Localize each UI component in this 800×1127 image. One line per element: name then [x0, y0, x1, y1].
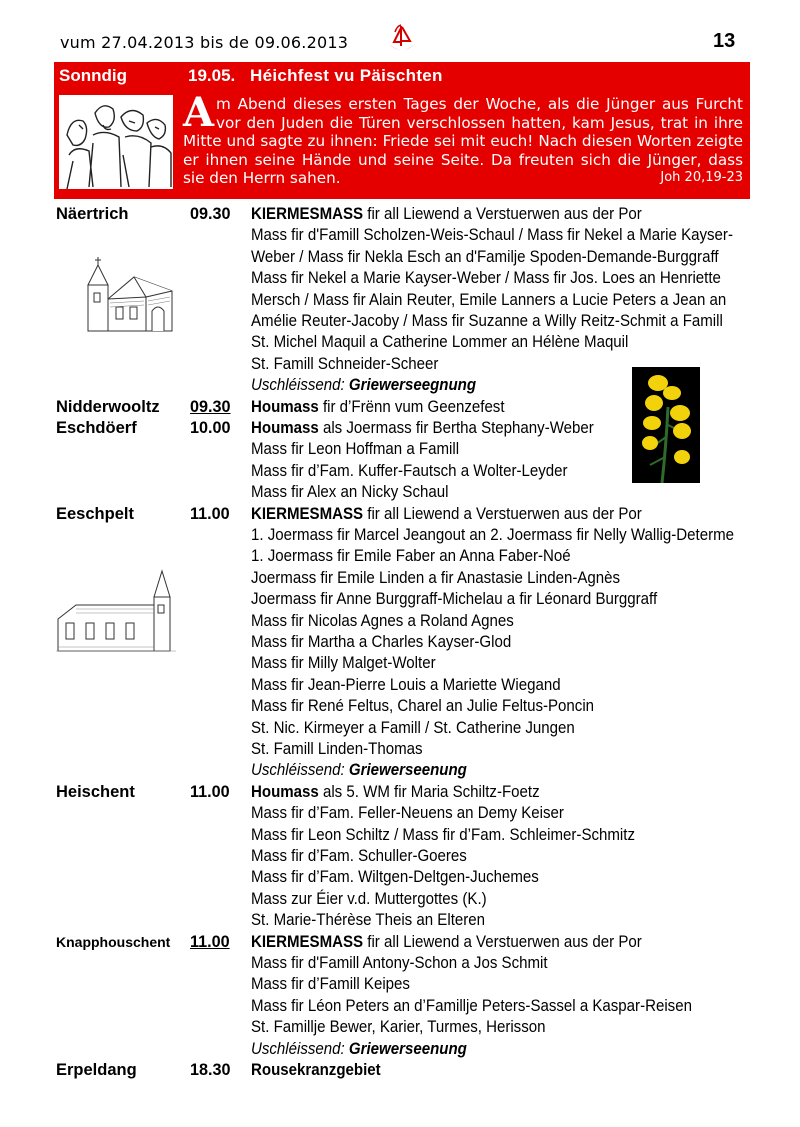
mass-intention	[251, 974, 410, 995]
location-name: Näertrich	[56, 205, 129, 223]
intention-text: Mass fir Léon Peters an d’Famillje Peters-Sassel a Kaspar-Reisen	[251, 996, 692, 1015]
intention-text: Mass fir Nicolas Agnes a Roland Agnes	[251, 611, 514, 630]
gospel-body: m Abend dieses ersten Tages der Woche, als die Jünger aus Furcht vor den Juden die Türen verschlossen hatten, kam Jesus, trat in ihre Mitte und sagte zu ihnen: Friede sei mit euch! Nach diesen Worten zeigte er ihnen seine Hände und seine Seite. Da freuten sich die Jünger, dass sie den Herrn sahen.	[183, 95, 743, 187]
gospel-reference: Joh 20,19-23	[660, 170, 743, 185]
mass-intention	[251, 932, 642, 953]
location-name: Nidderwooltz	[56, 397, 160, 416]
feast-title: Héichfest vu Päischten	[250, 66, 443, 85]
schedule-row	[0, 397, 800, 418]
schedule-row	[0, 439, 800, 460]
schedule-row	[0, 932, 800, 953]
mass-intention	[251, 953, 548, 974]
schedule-row	[0, 418, 800, 439]
mass-intention	[251, 418, 594, 439]
schedule-row	[0, 996, 800, 1017]
location-name: Knapphouschent	[56, 933, 171, 950]
drop-cap: A	[183, 89, 215, 136]
mass-intention	[251, 803, 564, 824]
intention-text: als 5. WM fir Maria Schiltz-Foetz	[318, 782, 540, 801]
parish-logo-icon	[385, 22, 419, 56]
intention-text: St. Famill Linden-Thomas	[251, 740, 423, 758]
mass-intention	[251, 632, 511, 653]
intention-text: Mass fir d'Famill Scholzen-Weis-Schaul / Mass fir Nekel a Marie Kayser-	[251, 226, 733, 245]
intention-text: Mass fir Milly Malget-Wolter	[251, 654, 436, 673]
schedule-row	[0, 268, 800, 289]
mass-intention	[251, 568, 620, 589]
schedule-row	[0, 1060, 800, 1081]
mass-intention	[251, 889, 487, 910]
schedule-row	[0, 867, 800, 888]
intention-text: Mersch / Mass fir Alain Reuter, Emile Lanners a Lucie Peters a Jean an	[251, 290, 727, 309]
schedule-row	[0, 332, 800, 353]
service-type: KIERMESMASS	[251, 504, 364, 523]
schedule-row	[0, 568, 800, 589]
mass-intention	[251, 247, 719, 268]
intention-text: Mass fir Jean-Pierre Louis a Mariette Wiegand	[251, 675, 561, 694]
intention-text: Mass fir René Feltus, Charel an Julie Feltus-Poncin	[251, 697, 595, 716]
intention-text: St. Marie-Thérèse Theis an Elteren	[251, 911, 486, 930]
followed-by-label: Uschléissend:	[251, 376, 349, 395]
mass-intention	[251, 1039, 467, 1060]
schedule-row	[0, 953, 800, 974]
intention-text: Amélie Reuter-Jacoby / Mass fir Suzanne a Willy Reitz-Schmit a Famill	[251, 312, 723, 330]
blessing-name: Griewerseenung	[348, 1039, 467, 1058]
intention-text: Mass fir Leon Hoffman a Famill	[251, 440, 460, 459]
intention-text: Mass fir d’Fam. Kuffer-Fautsch a Wolter-Leyder	[251, 461, 568, 480]
mass-intention	[251, 397, 505, 418]
mass-intention	[251, 611, 514, 632]
blessing-name: Griewerseenung	[348, 761, 467, 780]
feast-date: 19.05.	[188, 66, 236, 85]
mass-intention	[251, 867, 539, 888]
intention-text: 1. Joermass fir Marcel Jeangout an 2. Joermass fir Nelly Wallig-Determe	[251, 526, 735, 544]
service-type: Houmass	[251, 397, 319, 416]
intention-text: Mass fir Alex an Nicky Schaul	[251, 483, 449, 502]
mass-intention	[251, 375, 476, 396]
mass-time: 11.00	[190, 782, 230, 801]
schedule-row	[0, 739, 800, 760]
date-range: vum 27.04.2013 bis de 09.06.2013	[60, 33, 349, 52]
schedule-row	[0, 974, 800, 995]
mass-time: 10.00	[190, 419, 231, 437]
schedule-row	[0, 910, 800, 931]
mass-intention	[251, 439, 459, 460]
mass-intention	[251, 204, 642, 225]
service-type: Houmass	[251, 782, 319, 801]
mass-intention	[251, 332, 628, 353]
mass-intention	[251, 996, 692, 1017]
mass-intention	[251, 482, 448, 503]
schedule-row	[0, 718, 800, 739]
intention-text: fir all Liewend a Verstuerwen aus der Por	[363, 504, 642, 523]
intention-text: St. Michel Maquil a Catherine Lommer an Hélène Maquil	[251, 333, 629, 352]
intention-text: Mass fir d’Famill Keipes	[251, 975, 410, 994]
intention-text: Mass fir d’Fam. Feller-Neuens an Demy Keiser	[251, 804, 564, 823]
blessing-name: Griewerseegnung	[348, 376, 477, 395]
mass-intention	[251, 782, 540, 803]
schedule-row	[0, 782, 800, 803]
mass-time: 11.00	[190, 504, 230, 523]
intention-text: fir all Liewend a Verstuerwen aus der Por	[363, 205, 642, 223]
intention-text: Mass fir d’Fam. Schuller-Goeres	[251, 847, 467, 865]
mass-intention	[251, 546, 571, 567]
apostles-illustration	[59, 95, 173, 189]
schedule-row	[0, 825, 800, 846]
intention-text: Joermass fir Emile Linden a fir Anastasie Linden-Agnès	[251, 568, 621, 587]
mass-intention	[251, 760, 467, 781]
mass-intention	[251, 1060, 381, 1081]
intention-text: Joermass fir Anne Burggraff-Michelau a fir Léonard Burggraff	[251, 590, 658, 609]
intention-text: Mass fir Leon Schiltz / Mass fir d’Fam. Schleimer-Schmitz	[251, 825, 635, 844]
mass-time: 09.30	[190, 205, 231, 223]
followed-by-label: Uschléissend:	[251, 761, 349, 780]
schedule-row	[0, 354, 800, 375]
mass-intention	[251, 696, 594, 717]
feast-day: Sonndig	[59, 66, 127, 85]
schedule-row	[0, 1039, 800, 1060]
location-name: Eschdöerf	[56, 419, 137, 437]
intention-text: Mass fir d’Fam. Wiltgen-Deltgen-Juchemes	[251, 868, 539, 887]
mass-intention	[251, 225, 733, 246]
gospel-text	[183, 89, 743, 188]
schedule-row	[0, 290, 800, 311]
feast-banner	[54, 62, 750, 199]
location-name: Eeschpelt	[56, 504, 134, 523]
intention-text: fir d’Frënn vum Geenzefest	[318, 397, 505, 416]
schedule-row	[0, 225, 800, 246]
location-name: Erpeldang	[56, 1061, 137, 1079]
followed-by-label: Uschléissend:	[251, 1039, 349, 1058]
schedule-row	[0, 889, 800, 910]
mass-intention	[251, 1017, 545, 1038]
schedule-row	[0, 1017, 800, 1038]
intention-text: Mass zur Éier v.d. Muttergottes (K.)	[251, 889, 487, 908]
schedule-row	[0, 760, 800, 781]
schedule-row	[0, 632, 800, 653]
mass-intention	[251, 354, 438, 375]
mass-time: 11.00	[190, 932, 230, 951]
schedule-row	[0, 461, 800, 482]
mass-intention	[251, 718, 575, 739]
schedule-row	[0, 546, 800, 567]
schedule-row	[0, 653, 800, 674]
mass-intention	[251, 653, 436, 674]
intention-text: Weber / Mass fir Nekla Esch an d'Familje Spoden-Demande-Burggraff	[251, 247, 719, 266]
mass-time: 09.30	[190, 397, 231, 416]
service-type: Houmass	[251, 419, 319, 437]
service-type: Rousekranzgebiet	[251, 1061, 381, 1079]
mass-intention	[251, 504, 642, 525]
schedule-row	[0, 311, 800, 332]
schedule-row	[0, 247, 800, 268]
mass-intention	[251, 461, 568, 482]
intention-text: Mass fir Nekel a Marie Kayser-Weber / Mass fir Jos. Loes an Henriette	[251, 269, 721, 288]
intention-text: St. Nic. Kirmeyer a Famill / St. Catherine Jungen	[251, 718, 575, 737]
schedule-row	[0, 675, 800, 696]
mass-intention	[251, 311, 723, 332]
mass-intention	[251, 739, 423, 760]
mass-intention	[251, 290, 726, 311]
service-type: KIERMESMASS	[251, 205, 364, 223]
schedule-row	[0, 204, 800, 225]
schedule-row	[0, 696, 800, 717]
schedule-row	[0, 803, 800, 824]
intention-text: 1. Joermass fir Emile Faber an Anna Faber-Noé	[251, 547, 571, 566]
mass-intention	[251, 525, 734, 546]
schedule-row	[0, 504, 800, 525]
intention-text: als Joermass fir Bertha Stephany-Weber	[318, 419, 594, 437]
intention-text: St. Famillje Bewer, Karier, Turmes, Herisson	[251, 1018, 546, 1037]
schedule-row	[0, 482, 800, 503]
mass-intention	[251, 589, 657, 610]
intention-text: fir all Liewend a Verstuerwen aus der Por	[363, 932, 642, 951]
intention-text: Mass fir d'Famill Antony-Schon a Jos Schmit	[251, 954, 548, 972]
intention-text: St. Famill Schneider-Scheer	[251, 354, 439, 373]
service-type: KIERMESMASS	[251, 932, 364, 951]
mass-time: 18.30	[190, 1061, 231, 1079]
intention-text: Mass fir Martha a Charles Kayser-Glod	[251, 633, 512, 651]
location-name: Heischent	[56, 782, 135, 801]
mass-intention	[251, 846, 467, 867]
mass-intention	[251, 910, 485, 931]
mass-intention	[251, 675, 561, 696]
schedule-row	[0, 525, 800, 546]
schedule-row	[0, 846, 800, 867]
schedule-row	[0, 611, 800, 632]
mass-intention	[251, 825, 635, 846]
page-number: 13	[713, 30, 736, 52]
mass-intention	[251, 268, 721, 289]
schedule-row	[0, 375, 800, 396]
schedule-row	[0, 589, 800, 610]
